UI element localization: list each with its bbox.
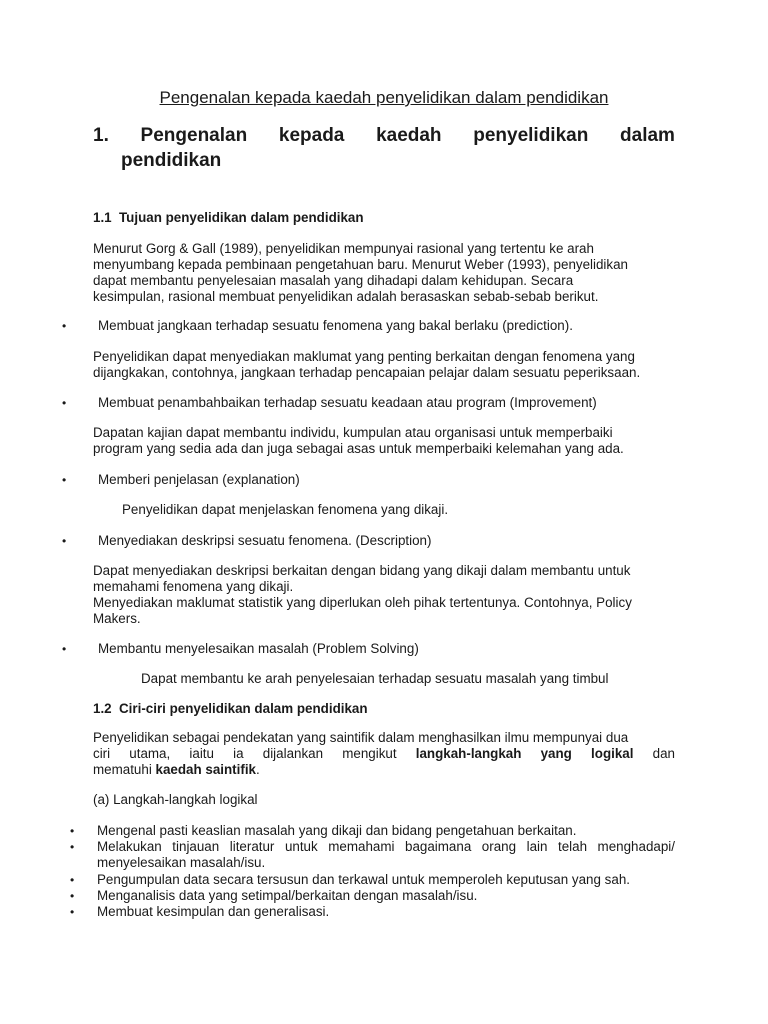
text-line: Penyelidikan dapat menjelaskan fenomena yang dikaji.: [122, 502, 449, 517]
bullet-description: [93, 563, 675, 627]
list-item-text: Menganalisis data yang setimpal/berkaitan dengan masalah/isu.: [97, 888, 478, 903]
section-number: 1.2: [93, 701, 112, 716]
heading-1-word: kepada: [278, 125, 345, 146]
bullet-icon: •: [62, 319, 67, 333]
text-run: .: [256, 762, 260, 777]
list-item-text: Membuat kesimpulan dan generalisasi.: [97, 904, 330, 919]
text-line: Penyelidikan sebagai pendekatan yang saintifik dalam menghasilkan ilmu mempunyai dua: [93, 730, 629, 745]
text-line: dapat membantu penyelesaian masalah yang dihadapi dalam kehidupan. Secara: [93, 273, 574, 288]
bullet-description: [93, 349, 675, 381]
text-line: program yang sedia ada dan juga sebagai asas untuk memperbaiki kelemahan yang ada.: [93, 441, 624, 456]
text-line: [93, 762, 675, 778]
bullet-icon: •: [70, 873, 75, 887]
list-item-text: Membuat jangkaan terhadap sesuatu fenomena yang bakal berlaku (prediction).: [98, 318, 573, 333]
bullet-icon: •: [62, 396, 67, 410]
heading-1-word: kaedah: [376, 125, 442, 146]
list-item-text: Mengenal pasti keaslian masalah yang dikaji dan bidang pengetahuan berkaitan.: [97, 823, 577, 838]
text-line: menyelesaikan masalah/isu.: [97, 855, 266, 870]
bullet-icon: •: [70, 905, 75, 919]
bold-term: kaedah saintifik: [155, 762, 256, 777]
text-line: kesimpulan, rasional membuat penyelidikan adalah berasaskan sebab-sebab berikut.: [93, 289, 599, 304]
heading-1-line2: pendidikan: [121, 150, 222, 171]
bold-term: langkah-langkah yang logikal: [415, 746, 634, 761]
text-run: dan: [633, 746, 675, 761]
heading-1: [93, 123, 675, 173]
list-item-text: Menyediakan deskripsi sesuatu fenomena. (Description): [98, 533, 432, 548]
document-title: Pengenalan kepada kaedah penyelidikan dalam pendidikan: [159, 88, 609, 107]
list-item-text: Membuat penambahbaikan terhadap sesuatu keadaan atau program (Improvement): [98, 395, 597, 410]
list-item-text: Pengumpulan data secara tersusun dan terkawal untuk memperoleh keputusan yang sah.: [97, 872, 630, 887]
list-item-text: Memberi penjelasan (explanation): [98, 472, 300, 487]
heading-1-word: Pengenalan: [140, 125, 248, 146]
bullet-description: [122, 502, 704, 518]
text-line: dijangkakan, contohnya, jangkaan terhadap pencapaian pelajar dalam sesuatu peperiksaan.: [93, 365, 641, 380]
text-line: Makers.: [93, 611, 141, 626]
text-line: Menyediakan maklumat statistik yang diperlukan oleh pihak tertentunya. Contohnya, Policy: [93, 595, 632, 610]
bullet-icon: •: [62, 473, 67, 487]
text-line: Menurut Gorg & Gall (1989), penyelidikan mempunyai rasional yang tertentu ke arah: [93, 241, 594, 256]
list-item-text: Membantu menyelesaikan masalah (Problem Solving): [98, 641, 419, 656]
bullet-description: [93, 425, 675, 457]
section-1-2-heading: [93, 701, 368, 717]
text-run: ciri utama, iaitu ia dijalankan mengikut: [93, 746, 416, 761]
section-number: 1.1: [93, 210, 112, 225]
heading-1-word: penyelidikan: [473, 125, 589, 146]
text-line: memahami fenomena yang dikaji.: [93, 579, 294, 594]
subsection-a-heading: (a) Langkah-langkah logikal: [93, 792, 258, 807]
bullet-icon: •: [62, 534, 67, 548]
bullet-icon: •: [70, 889, 75, 903]
bullet-icon: •: [70, 840, 75, 854]
bullet-icon: •: [70, 824, 75, 838]
bullet-description: [141, 671, 723, 687]
text-line: Dapat menyediakan deskripsi berkaitan dengan bidang yang dikaji dalam membantu untuk: [93, 563, 631, 578]
text-run: mematuhi: [93, 762, 156, 777]
list-item-text: [97, 839, 675, 871]
text-line: Penyelidikan dapat menyediakan maklumat yang penting berkaitan dengan fenomena yang: [93, 349, 635, 364]
text-line: [93, 746, 675, 762]
section-1-1-intro: [93, 241, 675, 305]
text-line: Dapatan kajian dapat membantu individu, kumpulan atau organisasi untuk memperbaiki: [93, 425, 613, 440]
section-1-1-heading: [93, 210, 364, 226]
section-title: Tujuan penyelidikan dalam pendidikan: [119, 210, 364, 225]
section-title: Ciri-ciri penyelidikan dalam pendidikan: [119, 701, 368, 716]
heading-1-word: dalam: [620, 125, 675, 146]
text-line: Melakukan tinjauan literatur untuk memahami bagaimana orang lain telah menghadapi/: [97, 839, 675, 854]
heading-1-number: 1.: [93, 125, 109, 146]
text-line: menyumbang kepada pembinaan pengetahuan baru. Menurut Weber (1993), penyelidikan: [93, 257, 628, 272]
section-1-2-intro: [93, 730, 675, 778]
text-line: Dapat membantu ke arah penyelesaian terhadap sesuatu masalah yang timbul: [141, 671, 609, 686]
bullet-icon: •: [62, 642, 67, 656]
